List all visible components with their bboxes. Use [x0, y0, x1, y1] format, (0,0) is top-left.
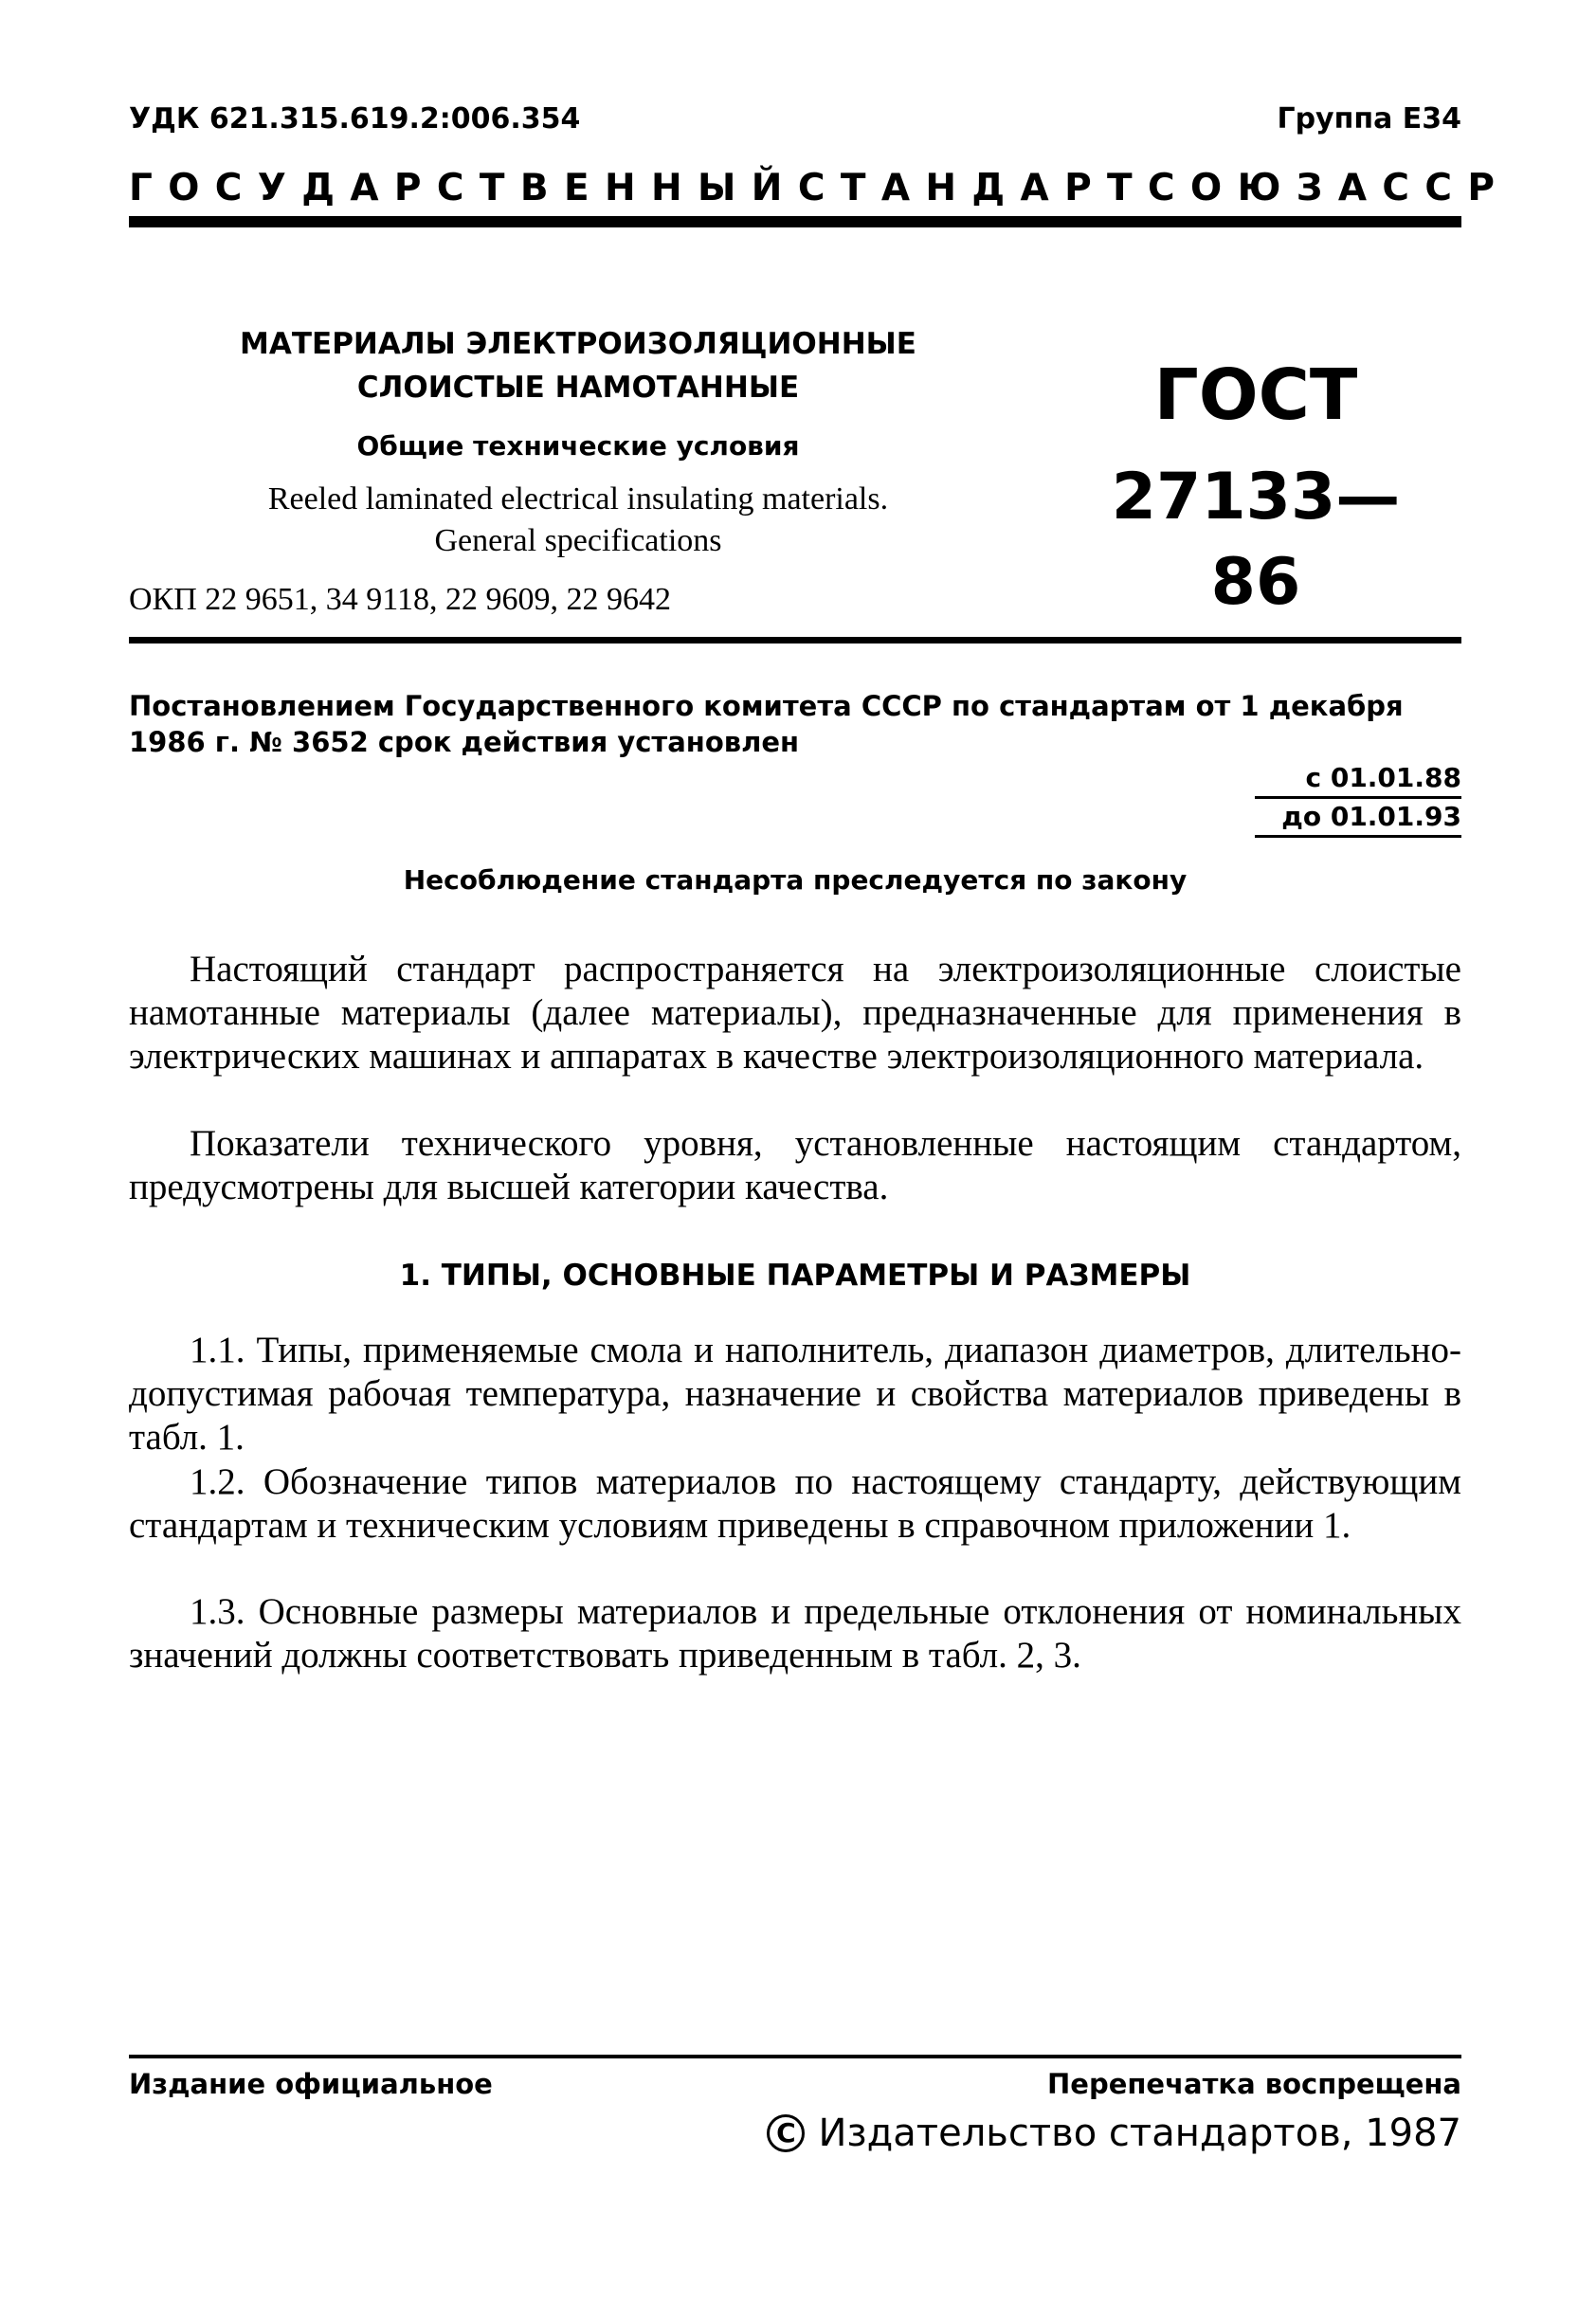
intro-paragraph-1: Настоящий стандарт распространяется на электроизоляционные слоистые намотанные материалы (далее материалы), предназначенные для применения в электрических машинах и аппаратах в качестве электроизоляционного материала. [129, 949, 1461, 1077]
title-block [171, 322, 986, 562]
reprint-prohibited: Перепечатка воспрещена [1047, 2068, 1461, 2100]
intro-paragraph-2: Показатели технического уровня, установленные настоящим стандартом, предусмотрены для высшей категории качества. [129, 1123, 1461, 1207]
publisher-line [767, 2112, 1461, 2155]
decree-text: Постановлением Государственного комитета СССР по стандартам от 1 декабря 1986 г. № 3652 срок действия установлен [129, 690, 1404, 758]
banner-word: ССР [1382, 167, 1511, 209]
official-edition: Издание официальное [129, 2068, 493, 2100]
banner-word: ГОСУДАРСТВЕННЫЙ [129, 167, 798, 209]
section-1-heading: 1. ТИПЫ, ОСНОВНЫЕ ПАРАМЕТРЫ И РАЗМЕРЫ [399, 1259, 1191, 1293]
okp-codes: ОКП 22 9651, 34 9118, 22 9609, 22 9642 [129, 582, 672, 617]
valid-from: с 01.01.88 [1255, 760, 1461, 799]
gost-designation [1080, 353, 1431, 625]
valid-to: до 01.01.93 [1255, 799, 1461, 838]
validity-dates [1255, 760, 1461, 838]
clause-1-1: 1.1. Типы, применяемые смола и наполнитель, диапазон диаметров, длительно-допустимая рабочая температура, назначение и свойства материалов приведены в табл. 1. [129, 1330, 1461, 1458]
publisher-name: Издательство стандартов, 1987 [818, 2112, 1461, 2155]
title-line-1: МАТЕРИАЛЫ ЭЛЕКТРОИЗОЛЯЦИОННЫЕ [240, 327, 916, 361]
banner-word: СТАНДАРТ [797, 167, 1149, 209]
top-rule [129, 216, 1461, 227]
standard-banner [129, 167, 1511, 209]
bottom-rule [129, 2055, 1461, 2058]
subtitle: Общие технические условия [356, 430, 800, 462]
penalty-notice: Несоблюдение стандарта преследуется по закону [403, 864, 1188, 896]
gost-label: ГОСТ [1153, 354, 1358, 436]
udc-code: УДК 621.315.619.2:006.354 [129, 102, 581, 136]
banner-word: СОЮЗА [1148, 167, 1383, 209]
group-code: Группа Е34 [1277, 102, 1461, 136]
english-title-line-2: General specifications [434, 523, 722, 558]
clause-1-2: 1.2. Обозначение типов материалов по настоящему стандарту, действующим стандартам и техническим условиям приведены в справочном приложении 1. [129, 1461, 1461, 1546]
middle-rule [129, 637, 1461, 643]
english-title [171, 479, 986, 562]
clause-1-3: 1.3. Основные размеры материалов и предельные отклонения от номинальных значений должны соответствовать приведенным в табл. 2, 3. [129, 1591, 1461, 1676]
gost-number: 27133—86 [1111, 460, 1401, 620]
title-line-2: СЛОИСТЫЕ НАМОТАННЫЕ [356, 371, 800, 405]
english-title-line-1: Reeled laminated electrical insulating materials. [267, 481, 889, 517]
copyright-icon: C [767, 2114, 805, 2152]
